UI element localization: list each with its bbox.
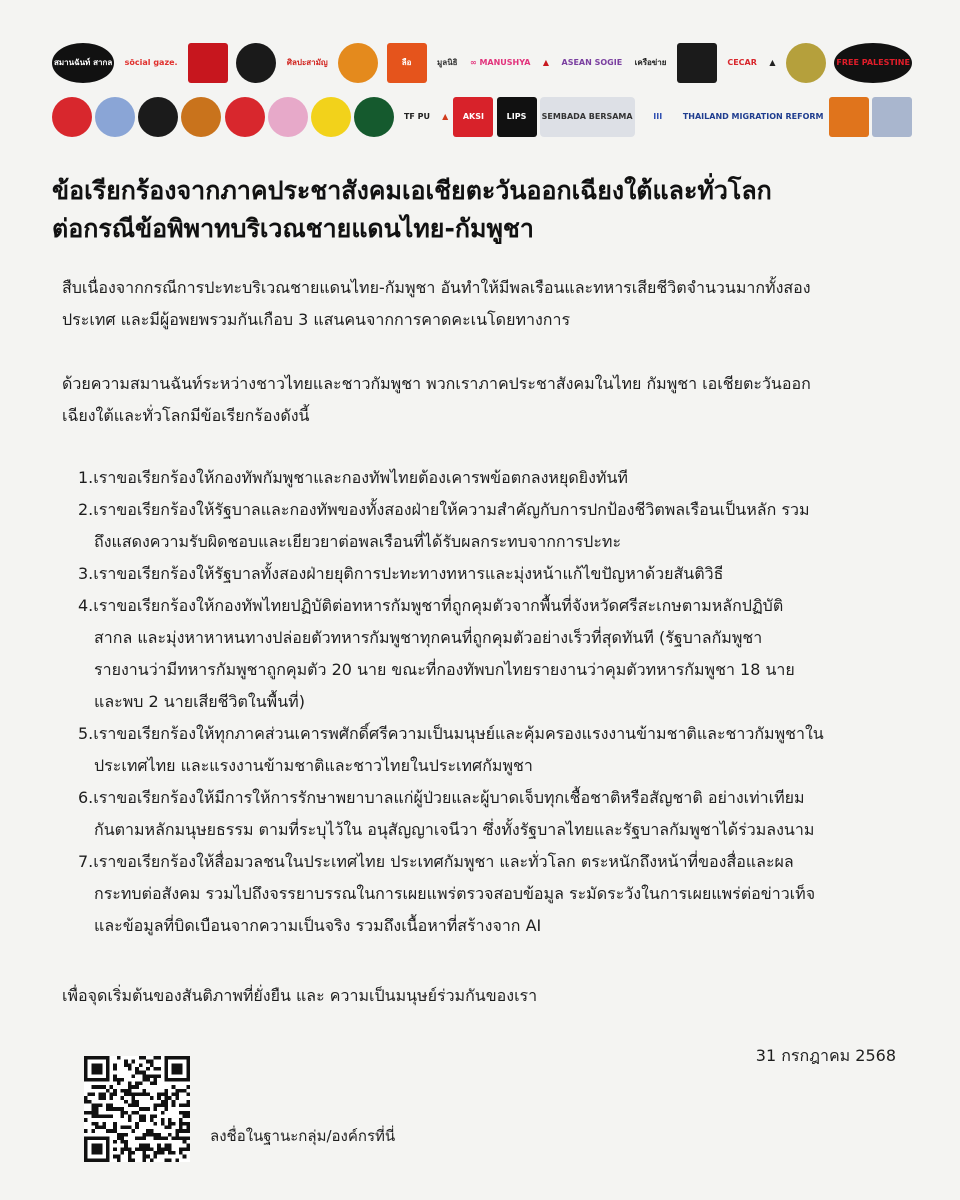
sign-here-label: ลงชื่อในฐานะกลุ่ม/องค์กรที่นี่	[210, 1127, 396, 1145]
logo-row-bottom	[52, 94, 912, 140]
logo-black-ring	[138, 97, 178, 137]
demand-1-line-1: 1.เราขอเรียกร้องให้กองทัพกัมพูชาและกองทัพไทยต้องเคารพข้อตกลงหยุดยิงทันที	[78, 468, 628, 487]
logo-red-orange: ลือ	[387, 43, 427, 83]
logo-red-drop	[52, 97, 92, 137]
logo-small-mark: มูลนิธิ	[435, 43, 460, 83]
logo-blue-lines: III	[638, 97, 678, 137]
logo-yellow-circle	[311, 97, 351, 137]
solidarity-line-1: ด้วยความสมานฉันท์ระหว่างชาวไทยและชาวกัมพูชา พวกเราภาคประชาสังคมในไทย กัมพูชา เอเชียตะวันออก	[62, 374, 811, 393]
intro-line-1: สืบเนื่องจากกรณีการปะทะบริเวณชายแดนไทย-กัมพูชา อันทำให้มีพลเรือนและทหารเสียชีวิตจำนวนมากทั้งสอง	[62, 278, 811, 297]
demand-7-line-1: 7.เราขอเรียกร้องให้สื่อมวลชนในประเทศไทย ประเทศกัมพูชา และทั่วโลก ตระหนักถึงหน้าที่ของสื่อและผล	[78, 852, 794, 871]
logo-blue-ring	[95, 97, 135, 137]
logo-migration-reform: THAILAND MIGRATION REFORM	[681, 97, 826, 137]
title-line-2: ต่อกรณีข้อพิพาทบริเวณชายแดนไทย-กัมพูชา	[52, 214, 534, 243]
demand-4-line-4: และพบ 2 นายเสียชีวิตในพื้นที่)	[94, 692, 305, 711]
logo-aksi: AKSI	[453, 97, 493, 137]
closing-statement: เพื่อจุดเริ่มต้นของสันติภาพที่ยั่งยืน และ ความเป็นมนุษย์ร่วมกันของเรา	[62, 986, 538, 1005]
logo-tfpu: TF PU	[397, 97, 437, 137]
logo-green-circle	[354, 97, 394, 137]
logo-asean-sogie: ASEAN SOGIE	[560, 43, 625, 83]
logo-manushya: ∞ MANUSHYA	[468, 43, 532, 83]
logo-black-mountain: ▲	[767, 43, 777, 83]
intro-paragraph	[62, 272, 912, 336]
logo-cecar: CECAR	[725, 43, 759, 83]
logo-pink-circle	[268, 97, 308, 137]
title-line-1: ข้อเรียกร้องจากภาคประชาสังคมเอเชียตะวันออกเฉียงใต้และทั่วโลก	[52, 176, 772, 205]
logo-black-circle	[236, 43, 276, 83]
demand-3-line-1: 3.เราขอเรียกร้องให้รัฐบาลทั้งสองฝ่ายยุติการปะทะทางทหารและมุ่งหน้าแก้ไขปัญหาด้วยสันติวิธี	[78, 564, 724, 583]
demand-2-line-1: 2.เราขอเรียกร้องให้รัฐบาลและกองทัพของทั้งสองฝ่ายให้ความสำคัญกับการปกป้องชีวิตพลเรือนเป็นหลัก รวม	[78, 500, 810, 519]
page-title	[52, 172, 912, 248]
solidarity-paragraph	[62, 368, 912, 432]
demand-item-1	[78, 462, 914, 494]
logo-sembada-bersama: SEMBADA BERSAMA	[540, 97, 635, 137]
demand-5-line-1: 5.เราขอเรียกร้องให้ทุกภาคส่วนเคารพศักดิ์ศรีความเป็นมนุษย์และคุ้มครองแรงงานข้ามชาติและชาวกัมพูชาใน	[78, 724, 824, 743]
demand-4-line-3: รายงานว่ามีทหารกัมพูชาถูกคุมตัว 20 นาย ขณะที่กองทัพบกไทยรายงานว่าคุมตัวทหารกัมพูชา 18 นาย	[94, 660, 795, 679]
demand-2-line-2: ถึงแสดงความรับผิดชอบและเยียวยาต่อพลเรือนที่ได้รับผลกระทบจากการปะทะ	[94, 532, 622, 551]
logo-red-small	[225, 97, 265, 137]
intro-line-2: ประเทศ และมีผู้อพยพรวมกันเกือบ 3 แสนคนจากการคาดคะเนโดยทางการ	[62, 310, 571, 329]
demand-6-line-2: กันตามหลักมนุษยธรรม ตามที่ระบุไว้ใน อนุสัญญาเจนีวา ซึ่งทั้งรัฐบาลไทยและรัฐบาลกัมพูชาได้ร่วมลงนาม	[94, 820, 815, 839]
logo-orange-seal	[338, 43, 378, 83]
demands-list	[78, 462, 914, 942]
logo-red-text: ศิลปะสามัญ	[285, 43, 330, 83]
solidarity-line-2: เฉียงใต้และทั่วโลกมีข้อเรียกร้องดังนี้	[62, 406, 310, 425]
demand-4-line-2: สากล และมุ่งหาหาหนทางปล่อยตัวทหารกัมพูชาทุกคนที่ถูกคุมตัวอย่างเร็วที่สุดทันที (รัฐบาลกัมพูชา	[94, 628, 763, 647]
statement-date: 31 กรกฎาคม 2568	[755, 1046, 896, 1065]
demand-7-line-2: กระทบต่อสังคม รวมไปถึงจรรยาบรรณในการเผยแพร่ตรวจสอบข้อมูล ระมัดระวังในการเผยแพร่ต่อข่าวเท็จ	[94, 884, 816, 903]
demand-5-line-2: ประเทศไทย และแรงงานข้ามชาติและชาวไทยในประเทศกัมพูชา	[94, 756, 533, 775]
demand-item-2	[78, 494, 914, 558]
demand-6-line-1: 6.เราขอเรียกร้องให้มีการให้การรักษาพยาบาลแก่ผู้ป่วยและผู้บาดเจ็บทุกเชื้อชาติหรือสัญชาติ อย่างเท่าเทียม	[78, 788, 805, 807]
demand-item-3	[78, 558, 914, 590]
logo-small-black: เครือข่าย	[633, 43, 669, 83]
logo-free-palestine: FREE PALESTINE	[834, 43, 912, 83]
logo-social-gaze: sōcial gaze.	[123, 43, 180, 83]
demand-4-line-1: 4.เราขอเรียกร้องให้กองทัพไทยปฏิบัติต่อทหารกัมพูชาที่ถูกคุมตัวจากพื้นที่จังหวัดศรีสะเกษตามหลักปฏิบัติ	[78, 596, 784, 615]
logo-orange-ring	[181, 97, 221, 137]
logo-lips: LIPS	[497, 97, 537, 137]
demand-item-6	[78, 782, 914, 846]
logo-orange-building	[829, 97, 869, 137]
logo-red-triangle: ▲	[541, 43, 551, 83]
logo-red-tower: ▲	[440, 97, 450, 137]
logo-red-square	[188, 43, 228, 83]
logo-colorful	[872, 97, 912, 137]
qr-code[interactable]	[84, 1056, 190, 1162]
demand-item-5	[78, 718, 914, 782]
demand-item-4	[78, 590, 914, 718]
logo-samanachan-sakon: สมานฉันท์ สากล	[52, 43, 114, 83]
logo-bird	[786, 43, 826, 83]
demand-item-7	[78, 846, 914, 942]
logo-black-square	[677, 43, 717, 83]
logo-row-top	[52, 40, 912, 86]
demand-7-line-3: และข้อมูลที่บิดเบือนจากความเป็นจริง รวมถึงเนื้อหาที่สร้างจาก AI	[94, 916, 542, 935]
